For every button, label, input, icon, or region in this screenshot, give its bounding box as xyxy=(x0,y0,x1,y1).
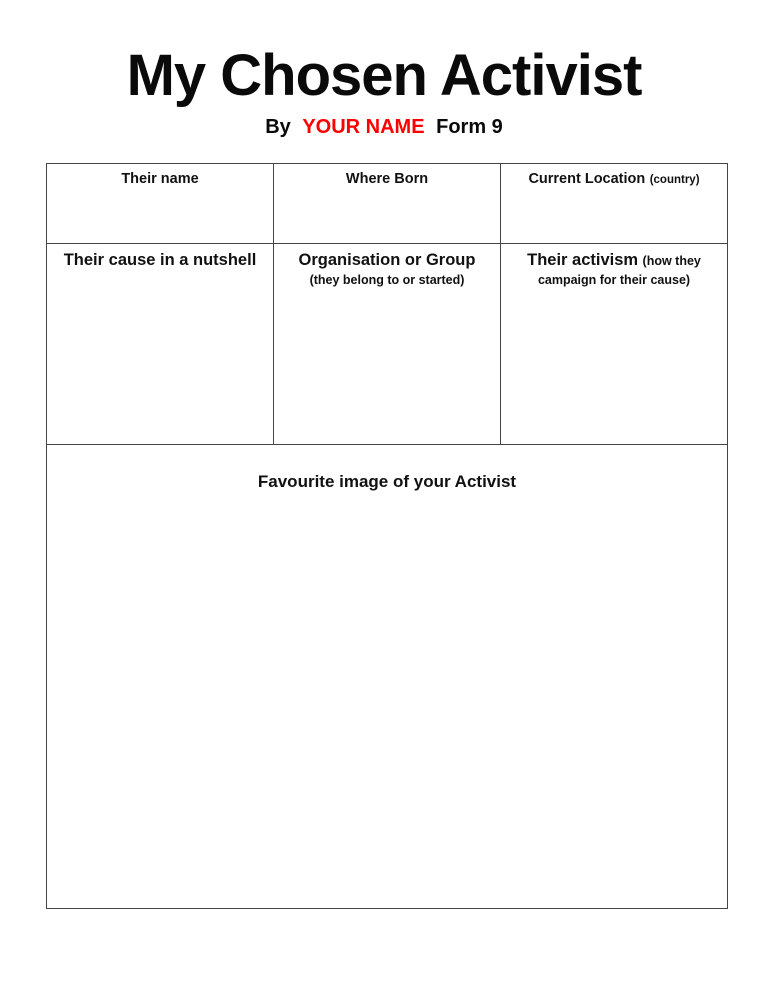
cell-where-born xyxy=(274,163,501,243)
cell-cause xyxy=(47,243,274,444)
cell-note: (they belong to or started) xyxy=(309,272,465,287)
byline-name: YOUR NAME xyxy=(302,115,425,138)
cell-organisation xyxy=(274,243,501,444)
byline-suffix: Form 9 xyxy=(436,115,503,138)
cell-label: Their activism xyxy=(527,250,639,269)
cell-label: Favourite image of your Activist xyxy=(257,471,517,491)
cell-label: Current Location xyxy=(528,170,646,187)
cell-label: Organisation or Group xyxy=(298,250,476,269)
byline xyxy=(0,116,768,139)
table-row-details xyxy=(47,243,728,444)
table-row-headers xyxy=(47,163,728,243)
cell-note: (how they campaign for their cause) xyxy=(537,253,701,287)
cell-label: Their cause in a nutshell xyxy=(63,250,257,269)
cell-label: Their name xyxy=(121,170,199,187)
cell-their-name xyxy=(47,163,274,243)
worksheet-table xyxy=(46,163,728,909)
table-row-image xyxy=(47,444,728,908)
page-title: My Chosen Activist xyxy=(126,43,642,108)
byline-prefix: By xyxy=(265,115,291,138)
cell-activism xyxy=(501,243,728,444)
cell-current-location xyxy=(501,163,728,243)
cell-label: Where Born xyxy=(345,170,429,187)
cell-favourite-image xyxy=(47,444,728,908)
cell-note: (country) xyxy=(649,173,700,186)
